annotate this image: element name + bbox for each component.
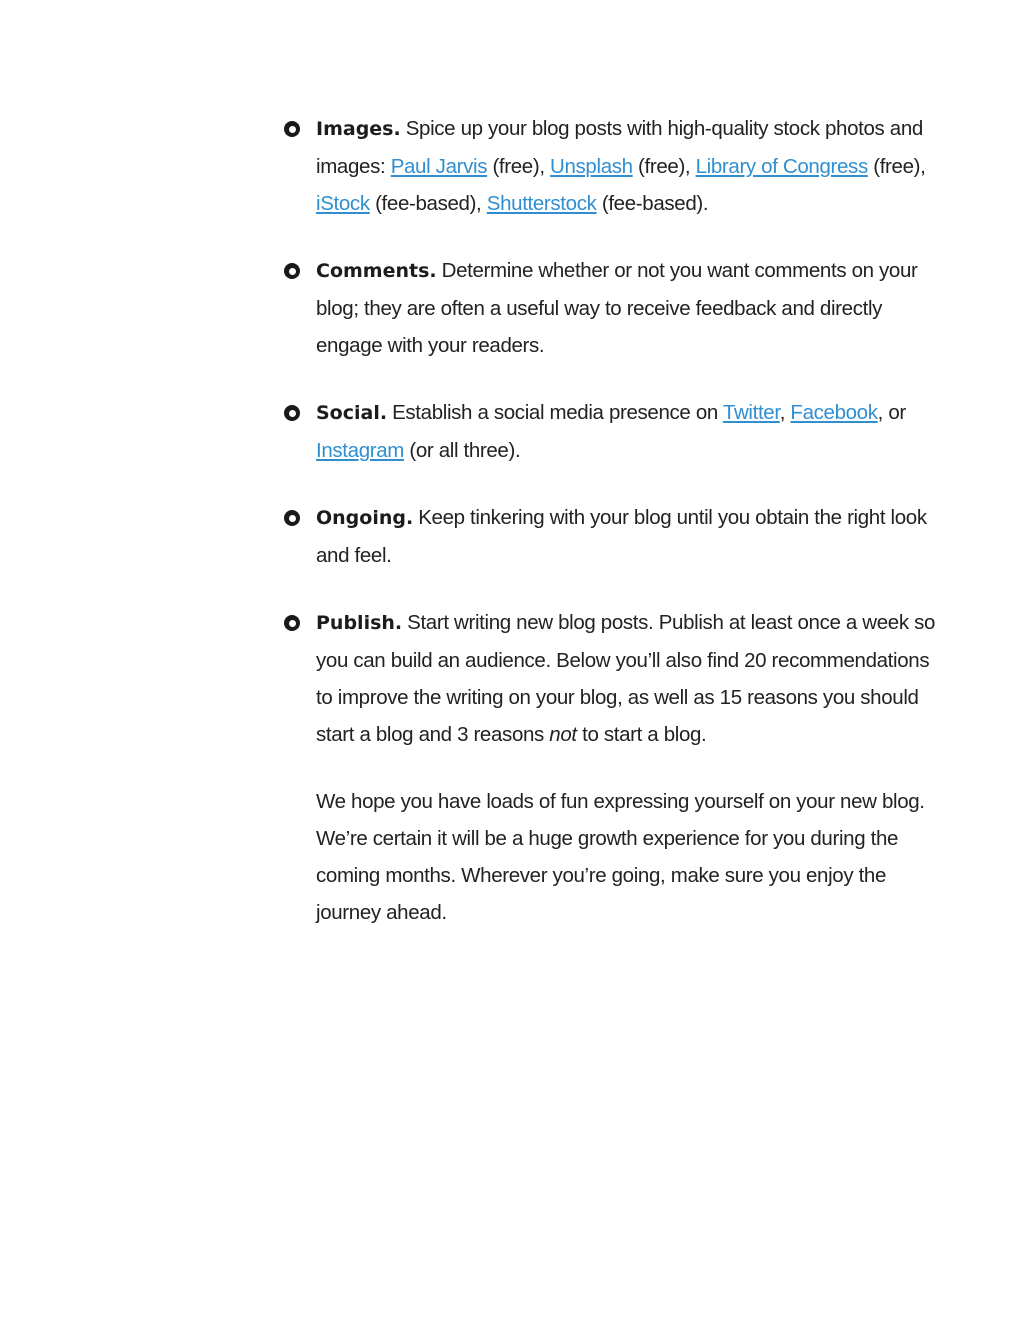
list-item-comments: [316, 252, 938, 364]
item-heading: Social.: [316, 402, 388, 424]
item-heading: Images.: [316, 118, 401, 140]
unsplash-link[interactable]: Unsplash: [550, 155, 633, 178]
list-item-social: [316, 394, 938, 469]
bullet-icon: [284, 263, 300, 279]
bullet-icon: [284, 615, 300, 631]
list-item-ongoing: [316, 499, 938, 574]
item-text: (free),: [867, 155, 926, 178]
library-of-congress-link[interactable]: Library of Congress: [695, 155, 868, 178]
paul-jarvis-link[interactable]: Paul Jarvis: [390, 155, 488, 178]
item-text: Determine whether or not you want comments on your blog; they are often a useful way to receive feedback and directly engage with your readers.: [316, 259, 918, 357]
facebook-link[interactable]: Facebook: [790, 401, 878, 424]
istock-link[interactable]: iStock: [316, 192, 370, 215]
item-text: ,: [779, 401, 791, 424]
twitter-link[interactable]: Twitter: [722, 401, 780, 424]
item-text: (fee-based),: [369, 192, 487, 215]
item-text: Keep tinkering with your blog until you obtain the right look and feel.: [316, 506, 927, 567]
item-heading: Ongoing.: [316, 507, 414, 529]
item-text: (free),: [487, 155, 551, 178]
bullet-icon: [284, 121, 300, 137]
emphasis-text: not: [549, 723, 577, 746]
item-text: (or all three).: [404, 439, 521, 462]
bullet-icon: [284, 405, 300, 421]
item-text: Start writing new blog posts. Publish at least once a week so you can build an audience. Below you’ll also find 20 recommendations to improve the writing on your blog, as well as 15 reasons you should start a blog and 3 reasons: [316, 611, 936, 746]
item-text: Spice up your blog posts with high-quality stock photos and images:: [316, 117, 923, 178]
item-text: , or: [877, 401, 906, 424]
shutterstock-link[interactable]: Shutterstock: [486, 192, 597, 215]
item-text: to start a blog.: [576, 723, 707, 746]
item-text: (fee-based).: [596, 192, 709, 215]
list-item-publish: [316, 604, 938, 753]
article-body: [316, 110, 938, 952]
item-text: (free),: [632, 155, 696, 178]
closing-paragraph: We hope you have loads of fun expressing yourself on your new blog. We’re certain it will be a huge growth experience for you during the coming months. Wherever you’re going, make sure you enjoy the journey ahead.: [316, 790, 925, 924]
list-item-images: [316, 110, 938, 222]
bullet-icon: [284, 510, 300, 526]
item-heading: Publish.: [316, 612, 403, 634]
item-text: Establish a social media presence on: [392, 401, 723, 424]
instagram-link[interactable]: Instagram: [316, 439, 404, 462]
item-heading: Comments.: [316, 260, 437, 282]
